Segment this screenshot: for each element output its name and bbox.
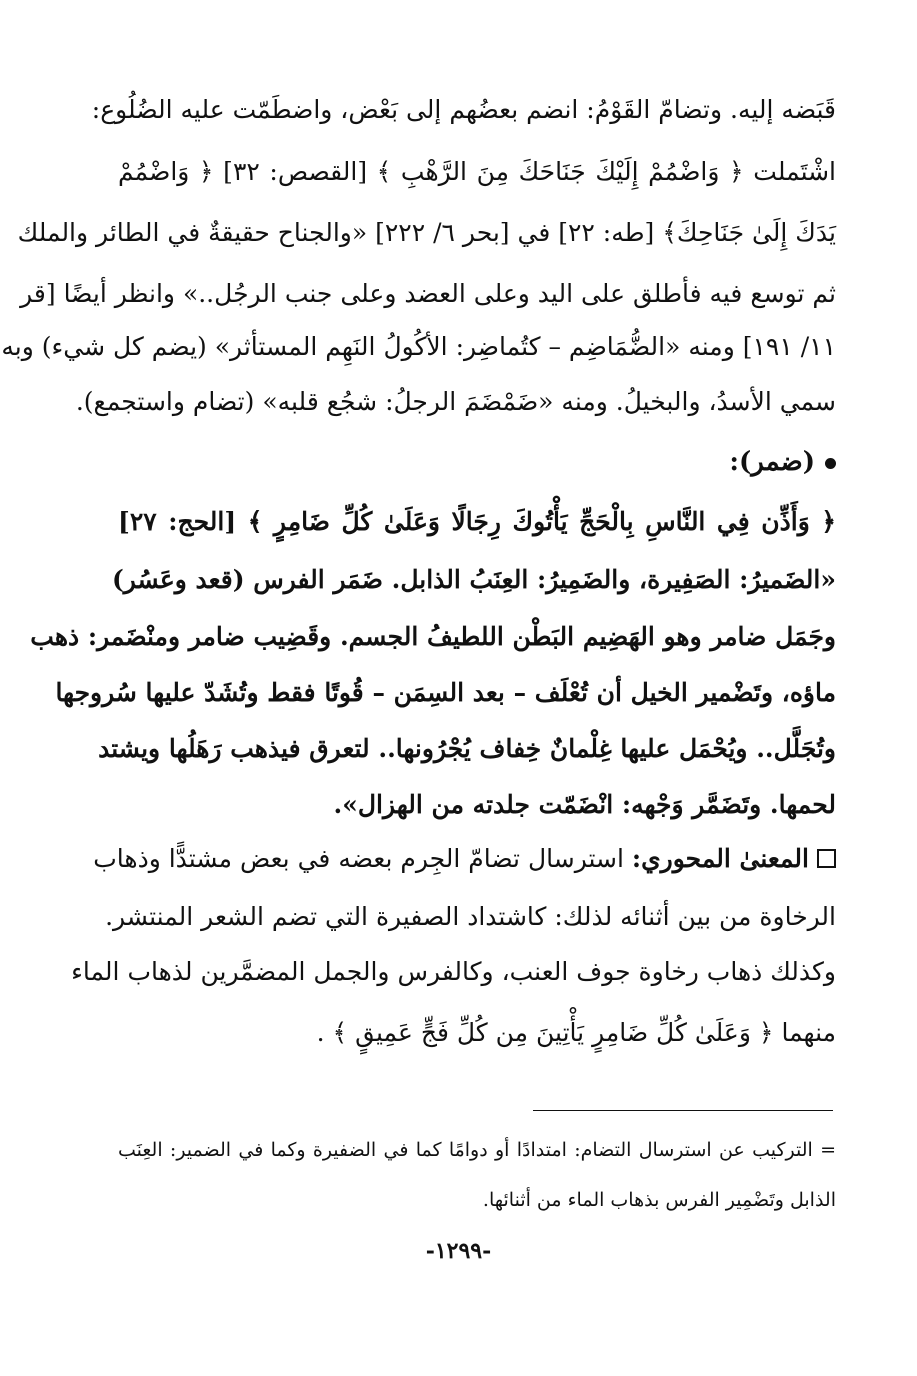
quran-verse-line: ﴿ وَأَذِّن فِي النَّاسِ بِالْحَجِّ يَأْتُوكَ رِجَالًا وَعَلَىٰ كُلِّ ضَامِرٍ ﴾ [الحج: ٢٧] (118, 507, 836, 536)
text-line: يَدَكَ إِلَىٰ جَنَاحِكَ﴾ [طه: ٢٢] في [بحر ٦/ ٢٢٢] «والجناح حقيقةٌ في الطائر والملك (17, 218, 836, 247)
entry-heading (600, 445, 836, 479)
meaning-label: المعنىٰ المحوري: (631, 844, 809, 873)
text-line: منهما ﴿ وَعَلَىٰ كُلِّ ضَامِرٍ يَأْتِينَ مِن كُلِّ فَجٍّ عَمِيقٍ ﴾ . (316, 1018, 836, 1047)
text-line: وتُجَلَّل.. ويُحْمَل عليها غِلْمانٌ خِفاف يُجْرُونها.. لتعرق فيذهب رَهَلُها ويشتد (98, 734, 836, 763)
text-line: ماؤه، وتَضْمير الخيل أن تُعْلَف – بعد السِمَن – قُوتًا فقط وتُشَدّ عليها سُروجها (55, 678, 836, 707)
text-line: ثم توسع فيه فأطلق على اليد وعلى العضد وعلى جنب الرجُل..» وانظر أيضًا [قر (20, 279, 836, 308)
footnote-divider (533, 1110, 833, 1111)
text-line: لحمها. وتَضَمَّر وَجْهه: انْضَمّت جلدته من الهزال». (333, 790, 836, 819)
text-line: اشْتَملت ﴿ وَاضْمُمْ إِلَيْكَ جَنَاحَكَ مِنَ الرَّهْبِ ﴾ [القصص: ٣٢] ﴿ وَاضْمُمْ (118, 157, 837, 186)
text-line: وكذلك ذهاب رخاوة جوف العنب، وكالفرس والجمل المضمَّرين لذهاب الماء (71, 957, 836, 986)
text-line: قَبَضه إليه. وتضامّ القَوْمُ: انضم بعضُهم إلى بَعْض، واضطَمّت عليه الضُلُوع: (91, 95, 836, 124)
entry-heading-text: (ضمر): (729, 447, 815, 477)
footnote-line: الذابل وتَضْمِير الفرس بذهاب الماء من أثنائها. (482, 1189, 836, 1211)
text-line: وجَمَل ضامر وهو الهَضِيم البَطْن اللطيفُ الجسم. وقَضِيب ضامر ومنْضَمر: ذهب (30, 622, 836, 651)
meaning-text: استرسال تضامّ الجِرم بعضه في بعض مشتدًّا وذهاب (93, 844, 624, 873)
meaning-line (93, 842, 836, 876)
text-line: سمي الأسدُ، والبخيلُ. ومنه «ضَمْضَمَ الرجلُ: شجُع قلبه» (تضام واستجمع). (75, 387, 836, 416)
text-line: «الضَميرُ: الصَفِيرة، والضَمِيرُ: العِنَبُ الذابل. ضَمَر الفرس (قعد وعَسُر) (111, 565, 836, 594)
text-line: الرخاوة من بين أثنائه لذلك: كاشتداد الصفيرة التي تضم الشعر المنتشر. (105, 902, 836, 931)
page-number: -١٢٩٩- (425, 1238, 492, 1264)
checkbox-square-icon (817, 849, 836, 868)
footnote-line: = التركيب عن استرسال التضام: امتدادًا أو دوامًا كما في الضفيرة وكما في الضمير: العِنَب (118, 1139, 836, 1161)
text-line: ١١/ ١٩١] ومنه «الضُّمَاضِم – كتُماضِر: الأكُولُ النَهِم المستأثر» (يضم كل شيء) وبه (1, 332, 836, 361)
bullet-icon (825, 458, 836, 469)
